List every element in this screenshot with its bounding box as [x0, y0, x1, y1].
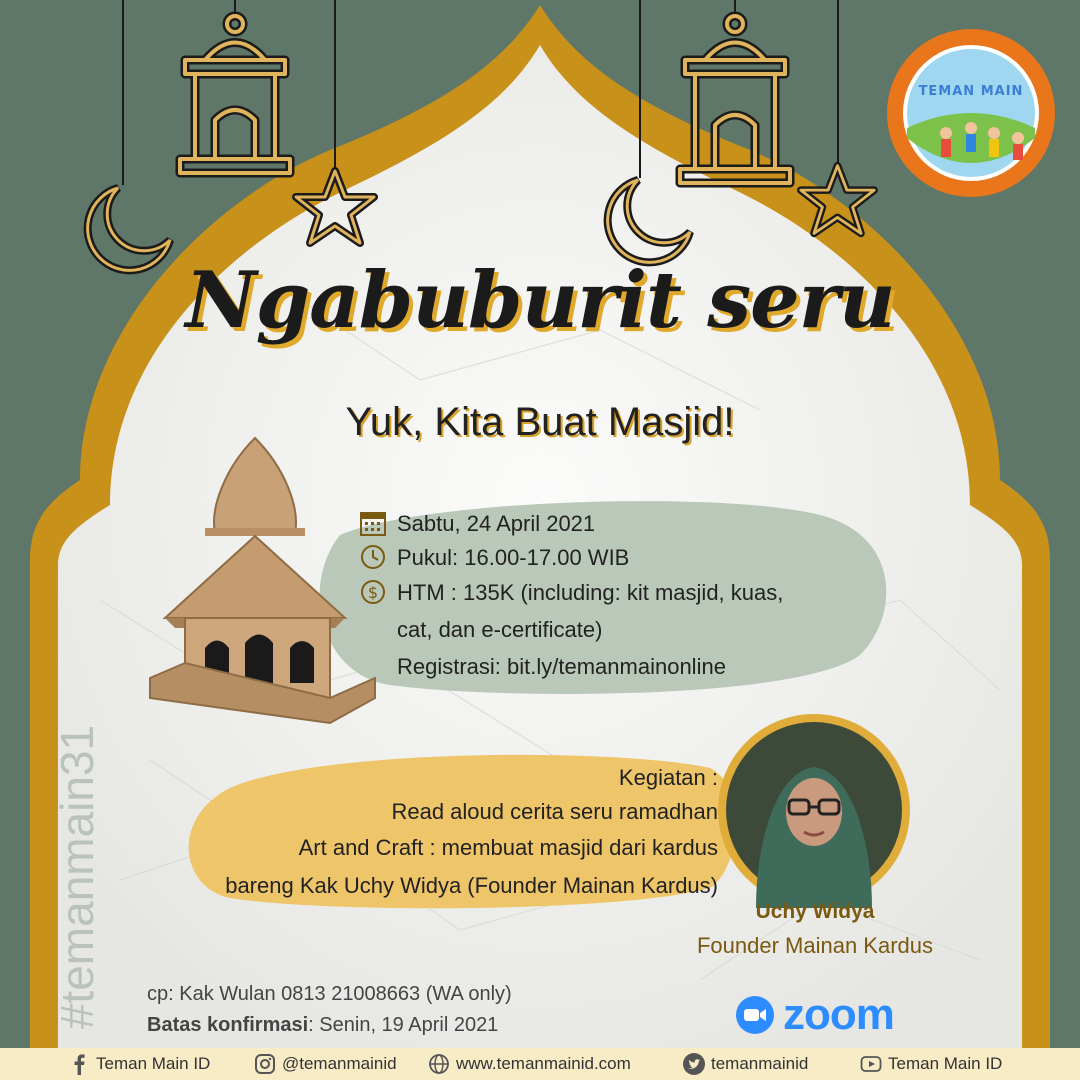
event-price-detail: cat, dan e-certificate)	[397, 617, 603, 642]
deadline-label: Batas konfirmasi	[147, 1014, 309, 1036]
event-date: Sabtu, 24 April 2021	[397, 511, 596, 536]
logo-text: TEMAN MAIN	[918, 84, 1024, 99]
footer-instagram[interactable]	[254, 1052, 397, 1076]
star-icon	[795, 160, 880, 240]
speaker-name: Uchy Widya	[755, 900, 875, 923]
svg-text:$: $	[367, 583, 379, 602]
footer-bar	[0, 1048, 1080, 1080]
footer-instagram-label: @temanmainid	[282, 1054, 397, 1073]
main-title: Ngabuburit seru	[185, 255, 895, 346]
event-price: HTM : 135K (including: kit masjid, kuas,	[397, 580, 784, 605]
footer-website-label: www.temanmainid.com	[456, 1054, 631, 1073]
lantern-icon	[160, 10, 310, 185]
zoom-logo	[735, 990, 894, 1040]
hashtag: #temanmain31	[51, 724, 104, 1030]
contact-person: cp: Kak Wulan 0813 21008663 (WA only)	[147, 983, 512, 1005]
teman-main-logo	[886, 28, 1056, 198]
activity-item: bareng Kak Uchy Widya (Founder Mainan Kardus)	[225, 873, 718, 898]
footer-website[interactable]	[428, 1052, 631, 1076]
twitter-icon	[683, 1053, 705, 1075]
subtitle: Yuk, Kita Buat Masjid!	[345, 400, 735, 444]
event-time: Pukul: 16.00-17.00 WIB	[397, 545, 630, 570]
activity-item: Read aloud cerita seru ramadhan	[391, 799, 718, 824]
clock-icon	[359, 543, 387, 571]
calendar-icon	[359, 509, 387, 537]
footer-facebook[interactable]	[68, 1052, 210, 1076]
deadline-value: : Senin, 19 April 2021	[308, 1014, 499, 1036]
youtube-icon	[860, 1053, 882, 1075]
zoom-wordmark: zoom	[783, 990, 894, 1039]
facebook-icon	[68, 1053, 90, 1075]
instagram-icon	[254, 1053, 276, 1075]
footer-youtube-label: Teman Main ID	[888, 1054, 1003, 1073]
event-registration[interactable]: Registrasi: bit.ly/temanmainonline	[397, 654, 726, 679]
footer-twitter[interactable]	[683, 1052, 808, 1076]
footer-youtube[interactable]	[860, 1052, 1002, 1076]
star-icon	[290, 165, 380, 250]
footer-facebook-label: Teman Main ID	[96, 1054, 211, 1073]
zoom-icon	[735, 995, 775, 1035]
cardboard-mosque-image	[145, 428, 385, 728]
activity-heading: Kegiatan :	[618, 765, 718, 790]
activity-item: Art and Craft : membuat masjid dari kardus	[298, 835, 718, 860]
speaker-photo	[716, 712, 912, 908]
footer-twitter-label: temanmainid	[711, 1054, 809, 1073]
deadline	[147, 1014, 498, 1037]
globe-icon	[428, 1053, 450, 1075]
dollar-icon	[359, 578, 387, 606]
speaker-role: Founder Mainan Kardus	[696, 933, 934, 958]
